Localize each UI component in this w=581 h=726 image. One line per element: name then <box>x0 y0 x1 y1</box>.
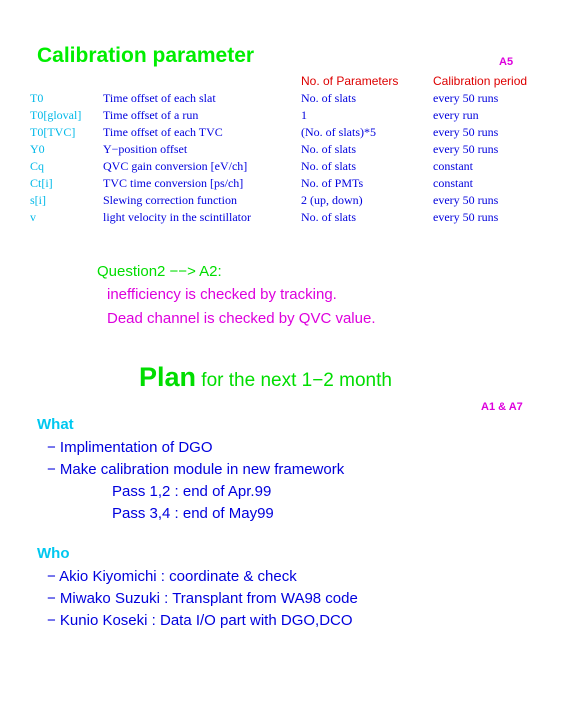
param-description: TVC time conversion [ps/ch] <box>103 176 244 190</box>
param-count: 1 <box>301 108 307 122</box>
param-count: No. of slats <box>301 210 356 224</box>
question-label: Question2 −−> A2: <box>97 263 222 280</box>
column-header-period: Calibration period <box>433 74 528 88</box>
param-symbol: v <box>30 210 36 224</box>
param-symbol: Y0 <box>30 142 45 156</box>
param-description: QVC gain conversion [eV/ch] <box>103 159 248 173</box>
what-item: − Make calibration module in new framework <box>47 461 345 478</box>
param-description: Time offset of each slat <box>103 91 216 105</box>
slide-title: Calibration parameter <box>37 44 255 67</box>
param-description: light velocity in the scintillator <box>103 210 251 224</box>
param-period: constant <box>433 176 473 190</box>
param-description: Time offset of each TVC <box>103 125 223 139</box>
what-subitem: Pass 3,4 : end of May99 <box>112 505 274 522</box>
table-row <box>0 193 581 210</box>
param-symbol: T0[gloval] <box>30 108 82 122</box>
param-count: (No. of slats)*5 <box>301 125 376 139</box>
question-answer-line-1: inefficiency is checked by tracking. <box>107 286 337 303</box>
who-heading: Who <box>37 545 70 562</box>
what-subitem: Pass 1,2 : end of Apr.99 <box>112 483 272 500</box>
param-period: every 50 runs <box>433 91 499 105</box>
what-heading: What <box>37 416 74 433</box>
table-row <box>0 210 581 227</box>
table-row <box>0 91 581 108</box>
plan-heading-big: Plan <box>139 362 197 392</box>
param-period: every 50 runs <box>433 210 499 224</box>
slide-tag-a5: A5 <box>499 56 514 68</box>
param-count: No. of PMTs <box>301 176 364 190</box>
who-item: − Kunio Koseki : Data I/O part with DGO,DCO <box>47 612 353 629</box>
param-count: No. of slats <box>301 142 356 156</box>
who-item: − Akio Kiyomichi : coordinate & check <box>47 568 297 585</box>
param-count: No. of slats <box>301 91 356 105</box>
plan-heading-rest: for the next 1−2 month <box>196 370 392 391</box>
param-symbol: T0 <box>30 91 44 105</box>
table-row <box>0 142 581 159</box>
question-answer-line-2: Dead channel is checked by QVC value. <box>107 310 376 327</box>
what-item: − Implimentation of DGO <box>47 439 213 456</box>
table-row <box>0 159 581 176</box>
param-description: Slewing correction function <box>103 193 237 207</box>
param-period: every 50 runs <box>433 125 499 139</box>
param-symbol: T0[TVC] <box>30 125 76 139</box>
param-description: Y−position offset <box>103 142 188 156</box>
param-symbol: s[i] <box>30 193 46 207</box>
param-symbol: Ct[i] <box>30 176 53 190</box>
table-row <box>0 125 581 142</box>
param-period: every 50 runs <box>433 142 499 156</box>
param-description: Time offset of a run <box>103 108 199 122</box>
column-header-params: No. of Parameters <box>301 74 399 88</box>
who-item: − Miwako Suzuki : Transplant from WA98 code <box>47 590 358 607</box>
param-period: every 50 runs <box>433 193 499 207</box>
table-row <box>0 176 581 193</box>
slide-tag-a1-a7: A1 & A7 <box>481 401 523 413</box>
param-count: No. of slats <box>301 159 356 173</box>
param-count: 2 (up, down) <box>301 193 363 207</box>
table-row <box>0 108 581 125</box>
param-symbol: Cq <box>30 159 45 173</box>
param-period: constant <box>433 159 473 173</box>
param-period: every run <box>433 108 479 122</box>
plan-heading <box>139 362 392 393</box>
